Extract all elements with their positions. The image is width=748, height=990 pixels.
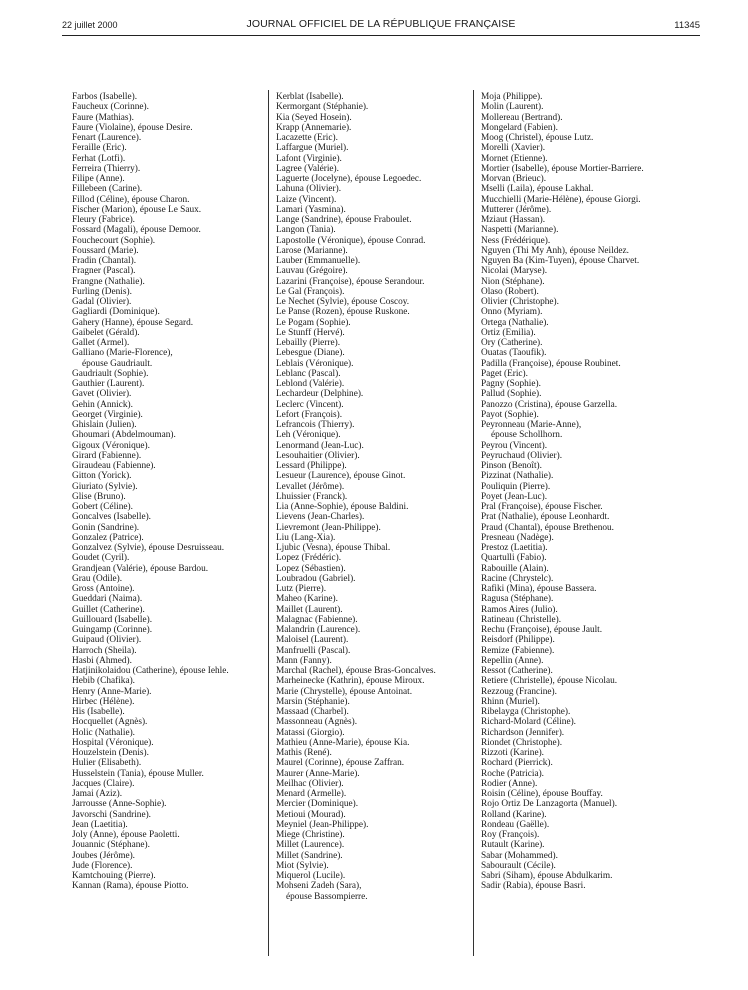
name-entry: Mucchielli (Marie-Hélène), épouse Giorgi. xyxy=(481,194,641,205)
name-entry: Foussard (Marie). xyxy=(72,245,139,256)
name-entry: Hocquellet (Agnès). xyxy=(72,717,148,728)
name-entry: Larose (Marianne). xyxy=(276,245,348,256)
name-entry: Holic (Nathalie). xyxy=(72,727,135,738)
name-entry: Filipe (Anne). xyxy=(72,174,125,184)
name-entry: Ortega (Nathalie). xyxy=(481,317,549,328)
name-entry: Lauber (Emmanuelle). xyxy=(276,256,361,266)
name-entry: Poyet (Jean-Luc). xyxy=(481,491,548,502)
name-entry: Ortiz (Emilia). xyxy=(481,327,536,338)
name-entry: Nguyen (Thi My Anh), épouse Neildez. xyxy=(481,245,629,256)
name-entry: Lesueur (Laurence), épouse Ginot. xyxy=(276,471,406,482)
name-entry: Girard (Fabienne). xyxy=(72,450,142,461)
name-entry: Gonin (Sandrine). xyxy=(72,522,140,533)
name-entry: Feraille (Eric). xyxy=(72,143,127,154)
name-entry: Lange (Sandrine), épouse Fraboulet. xyxy=(276,215,412,225)
name-entry: Henry (Anne-Marie). xyxy=(72,686,152,697)
name-entry: Menard (Armelle). xyxy=(276,789,347,799)
name-entry: Harroch (Sheila). xyxy=(72,645,137,656)
name-entry: Lauvau (Grégoire). xyxy=(276,266,348,277)
name-entry: Rojo Ortiz De Lanzagorta (Manuel). xyxy=(481,799,618,810)
name-entry: Gigoux (Véronique). xyxy=(72,440,150,451)
name-entry: Mortier (Isabelle), épouse Mortier-Barriere. xyxy=(481,163,644,174)
name-entry: Le Panse (Rozen), épouse Ruskone. xyxy=(276,307,410,318)
name-entry: Nguyen Ba (Kim-Tuyen), épouse Charvet. xyxy=(481,256,640,266)
name-entry: Fleury (Fabrice). xyxy=(72,215,135,225)
name-entry: Goudet (Cyril). xyxy=(72,553,130,564)
name-entry: Lessard (Philippe). xyxy=(276,461,347,471)
name-entry: Meyniel (Jean-Philippe). xyxy=(276,819,369,830)
name-entry: Marchal (Rachel), épouse Bras-Goncalves. xyxy=(276,666,436,676)
name-entry: épouse Gaudriault. xyxy=(82,358,153,369)
name-entry: Mornet (Etienne). xyxy=(481,153,548,164)
name-entry: Massaad (Charbel). xyxy=(276,707,349,717)
name-entry: Houzelstein (Denis). xyxy=(72,748,149,758)
name-entry: Ragusa (Stéphane). xyxy=(481,594,554,605)
name-entry: Gaibelet (Gérald). xyxy=(72,327,140,338)
name-entry: Guillet (Catherine). xyxy=(72,604,145,615)
name-entry: Le Nechet (Sylvie), épouse Coscoy. xyxy=(276,297,410,307)
name-entry: Massonneau (Agnès). xyxy=(276,717,358,728)
name-entry: Maurer (Anne-Marie). xyxy=(276,768,360,779)
name-entry: Grau (Odile). xyxy=(72,573,123,584)
name-entry: Prestoz (Laetitia). xyxy=(481,543,548,553)
name-entry: Rechu (Françoise), épouse Jault. xyxy=(481,625,603,635)
name-entry: Lesouhaitier (Olivier). xyxy=(276,450,360,461)
name-entry: Jouannic (Stéphane). xyxy=(72,840,150,851)
name-entry: Rondeau (Gaëlle). xyxy=(481,819,550,830)
name-entry: Prat (Nathalie), épouse Leonhardt. xyxy=(481,512,610,523)
name-entry: Lafont (Virginie). xyxy=(276,153,342,164)
name-entry: Olaso (Robert). xyxy=(481,286,539,297)
name-entry: Mann (Fanny). xyxy=(276,655,332,666)
name-entry: Ness (Frédérique). xyxy=(481,235,551,246)
name-entry: Ribelayga (Christophe). xyxy=(481,707,571,717)
name-entry: Miege (Christine). xyxy=(276,830,345,840)
name-entry: Marheinecke (Kathrin), épouse Miroux. xyxy=(276,676,425,687)
name-entry: Guipaud (Olivier). xyxy=(72,635,142,646)
name-entry: Farbos (Isabelle). xyxy=(72,92,138,102)
name-entry: Gross (Antoine). xyxy=(72,584,135,594)
name-entry: Galliano (Marie-Florence), xyxy=(72,348,173,359)
name-entry: Rochard (Pierrick). xyxy=(481,758,553,769)
name-entry: Mselli (Laila), épouse Lakhal. xyxy=(481,184,594,195)
name-entry: Lefort (François). xyxy=(276,409,343,420)
name-entry: Giuriato (Sylvie). xyxy=(72,481,138,492)
name-entry: Lazarini (Françoise), épouse Serandour. xyxy=(276,276,425,287)
name-entry: Lopez (Frédéric). xyxy=(276,553,342,564)
name-entry: Padilla (Françoise), épouse Roubinet. xyxy=(481,358,621,369)
name-entry: Lahuna (Olivier). xyxy=(276,184,342,195)
name-entry: Ghislain (Julien). xyxy=(72,420,137,430)
name-entry: Fenart (Laurence). xyxy=(72,133,142,143)
name-entry: Ljubic (Vesna), épouse Thibal. xyxy=(276,543,391,553)
name-entry: Mutterer (Jérôme). xyxy=(481,204,552,215)
name-entry: Morvan (Brieuc). xyxy=(481,174,547,184)
name-entry: Leclerc (Vincent). xyxy=(276,399,344,410)
name-entry: Hirbec (Hélène). xyxy=(72,696,135,707)
name-entry: Frangne (Nathalie). xyxy=(72,276,145,287)
name-entry: Rabouille (Alain). xyxy=(481,563,549,574)
name-entry: Krapp (Annemarie). xyxy=(276,122,352,133)
name-entry: Gobert (Céline). xyxy=(72,502,133,512)
name-entry: Liu (Lang-Xia). xyxy=(276,532,336,543)
name-entry: Roche (Patricia). xyxy=(481,768,544,779)
name-entry: Rafiki (Mina), épouse Bassera. xyxy=(481,584,597,594)
name-entry: Sabourault (Cécile). xyxy=(481,860,556,871)
name-entry: Retiere (Christelle), épouse Nicolau. xyxy=(481,676,618,687)
name-entry: Levallet (Jérôme). xyxy=(276,481,345,492)
name-entry: Gonzalvez (Sylvie), épouse Desruisseau. xyxy=(72,543,225,553)
name-entry: Manfruelli (Pascal). xyxy=(276,645,351,656)
name-entry: Laffargue (Muriel). xyxy=(276,143,349,154)
name-entry: Hebib (Chafika). xyxy=(72,676,135,687)
name-entry: Rutault (Karine). xyxy=(481,840,545,851)
name-entry: Fillod (Céline), épouse Charon. xyxy=(72,194,190,205)
name-entry: Jacques (Claire). xyxy=(72,778,135,789)
name-entry: épouse Schollhorn. xyxy=(491,430,563,441)
name-entry: Reisdorf (Philippe). xyxy=(481,635,555,646)
name-entry: Gehin (Annick). xyxy=(72,399,133,410)
name-entry: Fischer (Marion), épouse Le Saux. xyxy=(72,204,202,215)
name-entry: Naspetti (Marianne). xyxy=(481,225,559,236)
name-entry: Mohseni Zadeh (Sara), xyxy=(276,881,362,892)
name-entry: Lhuissier (Franck). xyxy=(276,491,348,502)
name-entry: Sadir (Rabia), épouse Basri. xyxy=(481,881,586,892)
name-entry: Lechardeur (Delphine). xyxy=(276,389,364,400)
name-entry: Nicolai (Maryse). xyxy=(481,266,548,277)
name-entry: Racine (Chrystelc). xyxy=(481,573,554,584)
name-entry: His (Isabelle). xyxy=(72,707,125,717)
name-entry: Matassi (Giorgio). xyxy=(276,727,345,738)
name-entry: Kamtchouing (Pierre). xyxy=(72,871,156,881)
name-entry: Rodier (Anne). xyxy=(481,778,538,789)
name-entry: Millet (Laurence). xyxy=(276,840,345,851)
name-entry: Miquerol (Lucile). xyxy=(276,871,346,881)
name-entry: Gagliardi (Dominique). xyxy=(72,307,160,318)
header-rule xyxy=(62,35,700,36)
name-entry: Lia (Anne-Sophie), épouse Baldini. xyxy=(276,502,409,512)
name-entry: Peyronneau (Marie-Anne), xyxy=(481,420,582,430)
name-entry: Moja (Philippe). xyxy=(481,92,543,102)
name-entry: Guingamp (Corinne). xyxy=(72,625,153,635)
name-entry: Panozzo (Cristina), épouse Garzella. xyxy=(481,399,618,410)
name-entry: Jude (Florence). xyxy=(72,860,133,871)
name-entry: Lebailly (Pierre). xyxy=(276,338,341,348)
name-entry: Leblais (Véronique). xyxy=(276,358,354,369)
name-entry: Georget (Virginie). xyxy=(72,409,143,420)
name-entry: Jamai (Aziz). xyxy=(72,789,123,799)
name-entry: Maurel (Corinne), épouse Zaffran. xyxy=(276,758,405,769)
name-entry: Guillouard (Isabelle). xyxy=(72,614,153,625)
name-entry: Grandjean (Valérie), épouse Bardou. xyxy=(72,563,209,574)
name-entry: Lamari (Yasmina). xyxy=(276,204,346,215)
name-column-3 xyxy=(481,92,681,892)
name-entry: Le Pogam (Sophie). xyxy=(276,317,351,328)
name-entry: Ressot (Catherine). xyxy=(481,666,553,676)
name-entry: Javorschi (Sandrine). xyxy=(72,809,152,820)
name-entry: Peyruchaud (Olivier). xyxy=(481,450,563,461)
issue-date: 22 juillet 2000 xyxy=(62,20,118,30)
name-entry: Kerblat (Isabelle). xyxy=(276,92,344,102)
name-entry: Leblond (Valérie). xyxy=(276,379,345,389)
name-entry: Ory (Catherine). xyxy=(481,338,543,348)
name-entry: Pagny (Sophie). xyxy=(481,379,541,389)
name-entry: Gueddari (Naima). xyxy=(72,594,143,605)
name-entry: Langon (Tania). xyxy=(276,225,336,236)
name-entry: Richard-Molard (Céline). xyxy=(481,717,577,728)
name-entry: Riondet (Christophe). xyxy=(481,737,563,748)
name-entry: Sabri (Siham), épouse Abdulkarim. xyxy=(481,871,613,881)
name-entry: Fradin (Chantal). xyxy=(72,256,137,266)
name-entry: Fragner (Pascal). xyxy=(72,266,136,277)
name-entry: Hulier (Elisabeth). xyxy=(72,758,142,769)
name-entry: Moog (Christel), épouse Lutz. xyxy=(481,133,594,143)
name-entry: Remize (Fabienne). xyxy=(481,645,555,656)
name-entry: Kannan (Rama), épouse Piotto. xyxy=(72,881,189,892)
name-entry: Jarrousse (Anne-Sophie). xyxy=(72,799,167,810)
name-column-2 xyxy=(276,92,476,902)
name-entry: Loubradou (Gabriel). xyxy=(276,573,356,584)
name-entry: Onno (Myriam). xyxy=(481,307,543,318)
name-entry: Fossard (Magali), épouse Demoor. xyxy=(72,225,201,236)
name-entry: Pallud (Sophie). xyxy=(481,389,542,400)
name-entry: Fouchecourt (Sophie). xyxy=(72,235,156,246)
page-header xyxy=(62,16,700,32)
name-entry: Le Stunff (Hervé). xyxy=(276,327,345,338)
name-entry: Mercier (Dominique). xyxy=(276,799,359,810)
name-entry: Kia (Seyed Hosein). xyxy=(276,112,352,123)
name-entry: Presneau (Nadège). xyxy=(481,532,554,543)
name-entry: Ratineau (Christelle). xyxy=(481,614,562,625)
name-entry: Rhinn (Muriel). xyxy=(481,696,540,707)
name-entry: Mongelard (Fabien). xyxy=(481,122,558,133)
name-entry: Faure (Mathias). xyxy=(72,112,134,123)
name-entry: Laguerte (Jocelyne), épouse Legoedec. xyxy=(276,174,422,184)
name-entry: Rolland (Karine). xyxy=(481,809,547,820)
name-entry: Maloisel (Laurent). xyxy=(276,635,349,646)
name-entry: Hatjinikolaidou (Catherine), épouse Iehle. xyxy=(72,666,229,676)
name-entry: Marie (Chrystelle), épouse Antoinat. xyxy=(276,686,413,697)
name-entry: Giraudeau (Fabienne). xyxy=(72,461,156,471)
name-entry: Hasbi (Ahmed). xyxy=(72,655,132,666)
name-entry: Praud (Chantal), épouse Brethenou. xyxy=(481,522,614,533)
name-entry: Metioui (Mourad). xyxy=(276,809,346,820)
name-entry: Joly (Anne), épouse Paoletti. xyxy=(72,830,180,840)
name-entry: Lievremont (Jean-Philippe). xyxy=(276,522,381,533)
name-entry: Gallet (Armel). xyxy=(72,338,130,348)
name-entry: Morelli (Xavier). xyxy=(481,143,546,154)
name-entry: Gadal (Olivier). xyxy=(72,297,132,307)
name-entry: Glise (Bruno). xyxy=(72,491,126,502)
name-entry: Malandrin (Laurence). xyxy=(276,625,361,635)
name-entry: Repellin (Anne). xyxy=(481,655,544,666)
name-column-1 xyxy=(72,92,272,892)
name-entry: Pinson (Benoît). xyxy=(481,461,542,471)
name-entry: Lopez (Sébastien). xyxy=(276,563,346,574)
name-entry: Gahery (Hanne), épouse Segard. xyxy=(72,317,194,328)
name-entry: Mollereau (Bertrand). xyxy=(481,112,563,123)
name-entry: Maillet (Laurent). xyxy=(276,604,343,615)
name-entry: Quartulli (Fabio). xyxy=(481,553,547,564)
name-entry: Roisin (Céline), épouse Bouffay. xyxy=(481,789,603,799)
name-entry: Lapostolle (Véronique), épouse Conrad. xyxy=(276,235,426,246)
name-entry: Leblanc (Pascal). xyxy=(276,368,341,379)
name-entry: Pouliquin (Pierre). xyxy=(481,481,551,492)
page-number: 11345 xyxy=(674,20,700,31)
name-entry: Mathieu (Anne-Marie), épouse Kia. xyxy=(276,737,410,748)
name-entry: Goncalves (Isabelle). xyxy=(72,512,151,523)
name-entry: Rezzoug (Francine). xyxy=(481,686,557,697)
name-entry: Marsin (Stéphanie). xyxy=(276,696,350,707)
name-entry: épouse Bassompierre. xyxy=(286,891,368,902)
name-entry: Paget (Eric). xyxy=(481,368,528,379)
name-entry: Miot (Sylvie). xyxy=(276,860,329,871)
name-entry: Hospital (Véronique). xyxy=(72,737,154,748)
name-entry: Jean (Laetitia). xyxy=(72,819,128,830)
name-entry: Millet (Sandrine). xyxy=(276,850,343,861)
name-entry: Ramos Aires (Julio). xyxy=(481,604,558,615)
name-entry: Gavet (Olivier). xyxy=(72,389,132,400)
name-entry: Joubes (Jérôme). xyxy=(72,850,135,861)
name-entry: Ghoumari (Abdelmouman). xyxy=(72,430,176,441)
name-entry: Nion (Stéphane). xyxy=(481,276,545,287)
name-entry: Gonzalez (Patrice). xyxy=(72,532,144,543)
name-entry: Lacazette (Eric). xyxy=(276,133,338,143)
name-entry: Le Gal (François). xyxy=(276,286,345,297)
journal-title: JOURNAL OFFICIEL DE LA RÉPUBLIQUE FRANÇAISE xyxy=(246,18,516,30)
name-entry: Lagree (Valérie). xyxy=(276,163,339,174)
name-entry: Rizzoti (Karine). xyxy=(481,748,544,758)
name-entry: Lutz (Pierre). xyxy=(276,584,327,594)
name-entry: Gaudriault (Sophie). xyxy=(72,368,149,379)
name-entry: Richardson (Jennifer). xyxy=(481,727,565,738)
name-entry: Sabar (Mohammed). xyxy=(481,850,558,861)
name-entry: Leh (Véronique). xyxy=(276,430,341,441)
name-entry: Payot (Sophie). xyxy=(481,409,539,420)
name-entry: Peyrou (Vincent). xyxy=(481,440,548,451)
name-entry: Ouatas (Taoufik). xyxy=(481,348,547,359)
name-entry: Lefrancois (Thierry). xyxy=(276,420,355,430)
name-entry: Pizzinat (Nathalie). xyxy=(481,471,554,482)
name-entry: Olivier (Christophe). xyxy=(481,297,559,307)
name-entry: Mziaut (Hassan). xyxy=(481,215,546,225)
name-entry: Gitton (Yorick). xyxy=(72,471,132,482)
name-entry: Malagnac (Fabienne). xyxy=(276,614,358,625)
name-entry: Lenormand (Jean-Luc). xyxy=(276,440,364,451)
name-entry: Pral (Françoise), épouse Fischer. xyxy=(481,502,603,512)
name-entry: Gauthier (Laurent). xyxy=(72,379,145,389)
name-entry: Roy (François). xyxy=(481,830,540,840)
name-entry: Mathis (René). xyxy=(276,748,332,758)
name-entry: Ferhat (Lotfi). xyxy=(72,153,126,164)
name-entry: Lievens (Jean-Charles). xyxy=(276,512,365,523)
name-entry: Kermorgant (Stéphanie). xyxy=(276,102,369,113)
name-entry: Molin (Laurent). xyxy=(481,102,544,113)
name-entry: Fillebeen (Carine). xyxy=(72,184,143,195)
name-entry: Furling (Denis). xyxy=(72,286,132,297)
name-entry: Meilhac (Olivier). xyxy=(276,778,344,789)
name-entry: Faure (Violaine), épouse Desire. xyxy=(72,122,193,133)
name-entry: Ferreira (Thierry). xyxy=(72,163,141,174)
name-entry: Lebesgue (Diane). xyxy=(276,348,345,359)
name-entry: Maheo (Karine). xyxy=(276,594,338,605)
name-entry: Faucheux (Corinne). xyxy=(72,102,149,113)
name-entry: Husselstein (Tania), épouse Muller. xyxy=(72,768,204,779)
name-entry: Laize (Vincent). xyxy=(276,194,337,205)
